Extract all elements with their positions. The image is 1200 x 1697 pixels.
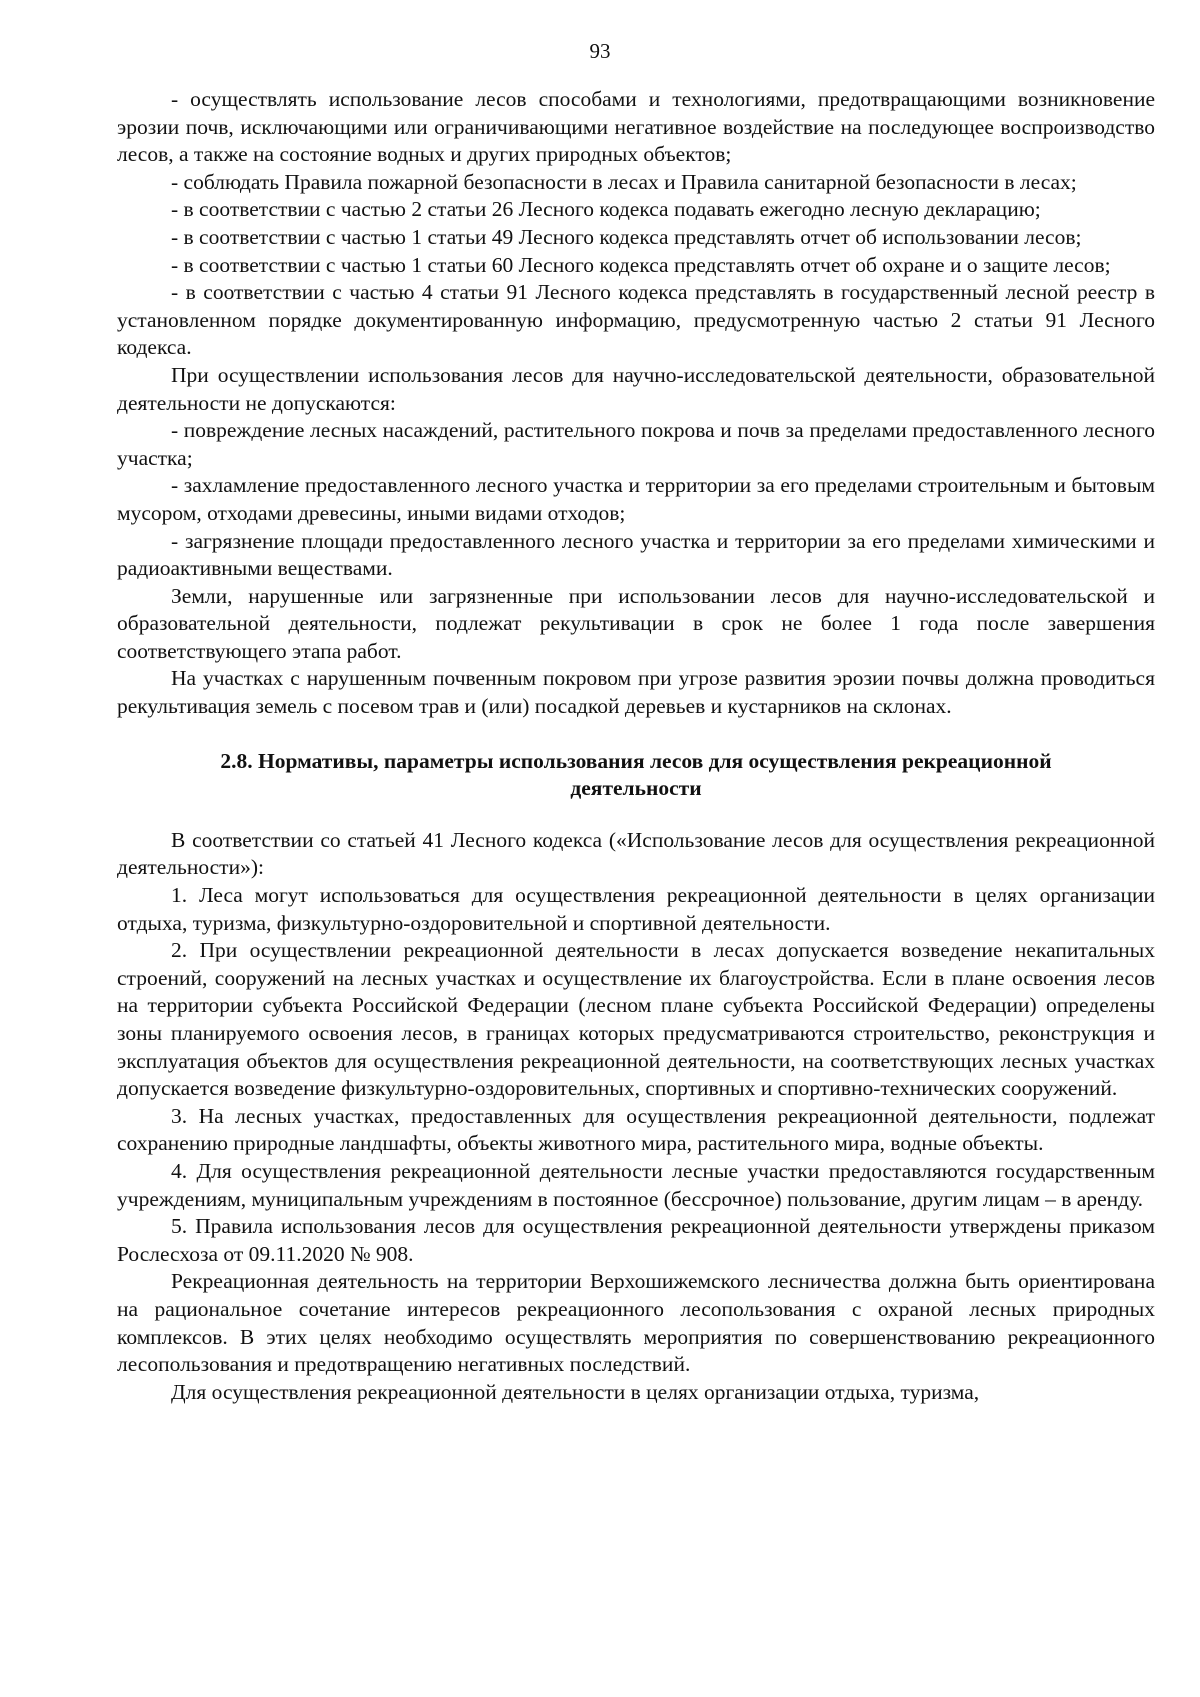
paragraph: - осуществлять использование лесов способами и технологиями, предотвращающими возникновение эрозии почв, исключающими или ограничивающими негативное воздействие на последующее воспроизводство лесов, а также на состояние водных и других природных объектов; xyxy=(117,87,1155,167)
paragraph: - захламление предоставленного лесного участка и территории за его пределами строительным и бытовым мусором, отходами древесины, иными видами отходов; xyxy=(117,473,1155,525)
paragraph: При осуществлении использования лесов для научно-исследовательской деятельности, образовательной деятельности не допускаются: xyxy=(117,362,1155,415)
paragraph: - в соответствии с частью 4 статьи 91 Лесного кодекса представлять в государственный лесной реестр в установленном порядке документированную информацию, предусмотренную частью 2 статьи 91 Лесного кодекса. xyxy=(117,280,1155,360)
section-heading: 2.8. Нормативы, параметры использования лесов для осуществления рекреационной деятельности xyxy=(220,748,1052,801)
paragraph: - соблюдать Правила пожарной безопасности в лесах и Правила санитарной безопасности в лесах; xyxy=(171,169,1077,194)
paragraph: - в соответствии с частью 1 статьи 49 Лесного кодекса представлять отчет об использовании лесов; xyxy=(171,224,1082,249)
paragraph: 4. Для осуществления рекреационной деятельности лесные участки предоставляются государственным учреждениям, муниципальным учреждениям в постоянное (бессрочное) пользование, другим лицам – в аренду. xyxy=(117,1158,1155,1211)
paragraph: В соответствии со статьей 41 Лесного кодекса («Использование лесов для осуществления рекреационной деятельности»): xyxy=(117,827,1155,880)
paragraph: - загрязнение площади предоставленного лесного участка и территории за его пределами химическими и радиоактивными веществами. xyxy=(117,528,1155,581)
paragraph: - в соответствии с частью 2 статьи 26 Лесного кодекса подавать ежегодно лесную декларацию; xyxy=(171,197,1041,222)
paragraph: - в соответствии с частью 1 статьи 60 Лесного кодекса представлять отчет об охране и о защите лесов; xyxy=(171,252,1111,277)
document-body xyxy=(117,86,1155,1406)
paragraph: 3. На лесных участках, предоставленных для осуществления рекреационной деятельности, подлежат сохранению природные ландшафты, объекты животного мира, растительного мира, водные объекты. xyxy=(117,1103,1155,1156)
paragraph: - повреждение лесных насаждений, растительного покрова и почв за пределами предоставленного лесного участка; xyxy=(117,418,1155,470)
paragraph: 2. При осуществлении рекреационной деятельности в лесах допускается возведение некапитальных строений, сооружений на лесных участках и осуществление их благоустройства. Если в плане освоения лесов на территории субъекта Российской Федерации (лесном плане субъекта Российской Федерации) определены зоны планируемого освоения лесов, в границах которых предусматриваются строительство, реконструкция и эксплуатация объектов для осуществления рекреационной деятельности, на соответствующих лесных участках допускается возведение физкультурно-оздоровительных, спортивных и спортивно-технических сооружений. xyxy=(117,938,1155,1101)
paragraph: Для осуществления рекреационной деятельности в целях организации отдыха, туризма, xyxy=(171,1379,980,1404)
page-number: 93 xyxy=(589,39,611,63)
paragraph: 1. Леса могут использоваться для осуществления рекреационной деятельности в целях организации отдыха, туризма, физкультурно-оздоровительной и спортивной деятельности. xyxy=(117,883,1155,935)
paragraph: Рекреационная деятельность на территории Верхошижемского лесничества должна быть ориентирована на рациональное сочетание интересов рекреационного лесопользования с охраной лесных природных комплексов. В этих целях необходимо осуществлять мероприятия по совершенствованию рекреационного лесопользования и предотвращению негативных последствий. xyxy=(117,1269,1155,1377)
paragraph: 5. Правила использования лесов для осуществления рекреационной деятельности утверждены приказом Рослесхоза от 09.11.2020 № 908. xyxy=(117,1214,1155,1266)
paragraph: Земли, нарушенные или загрязненные при использовании лесов для научно-исследовательской и образовательной деятельности, подлежат рекультивации в срок не более 1 года после завершения соответствующего этапа работ. xyxy=(117,583,1155,663)
paragraph: На участках с нарушенным почвенным покровом при угрозе развития эрозии почвы должна проводиться рекультивация земель с посевом трав и (или) посадкой деревьев и кустарников на склонах. xyxy=(117,666,1155,719)
